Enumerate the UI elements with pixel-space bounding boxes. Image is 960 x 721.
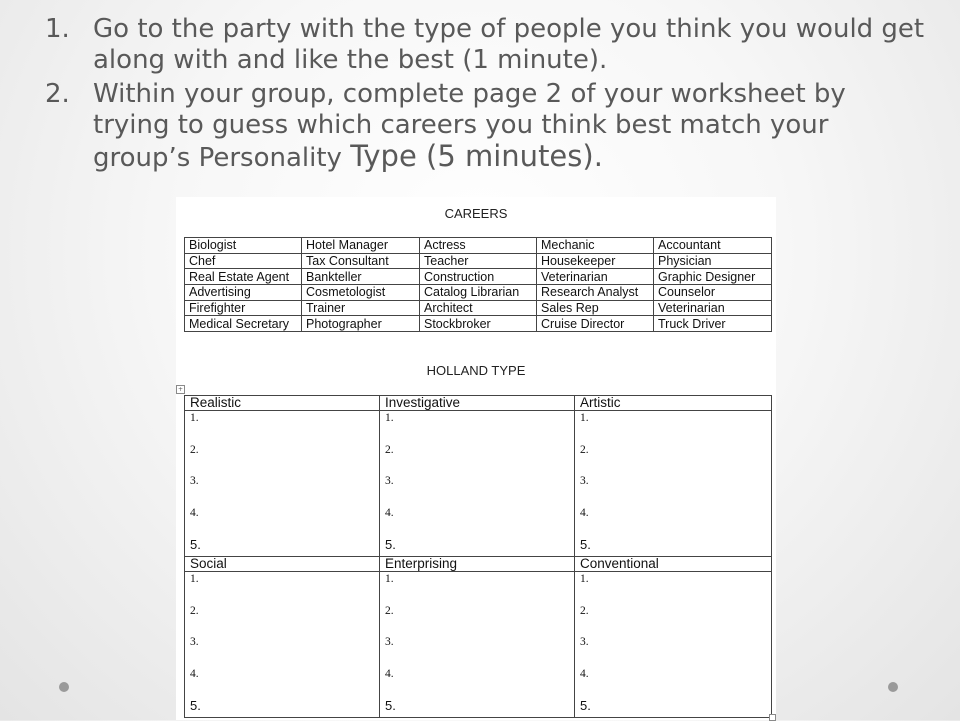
career-cell: Mechanic <box>537 238 654 254</box>
holland-type-header: Realistic <box>185 396 380 411</box>
instruction-text: Go to the party with the type of people you think you would get along with and like the best (1 minute). <box>93 14 925 75</box>
slot-label: 5. <box>190 698 201 713</box>
holland-type-heading: HOLLAND TYPE <box>426 363 526 378</box>
slot-label: 5. <box>385 698 396 713</box>
slot-label: 4. <box>580 667 589 680</box>
table-row <box>185 396 772 411</box>
answer-slots <box>380 411 575 557</box>
holland-type-header: Enterprising <box>380 557 575 572</box>
slot-label: 1. <box>190 573 199 585</box>
slot-label: 2. <box>580 604 589 617</box>
slot-label: 4. <box>190 667 199 680</box>
career-cell: Veterinarian <box>537 269 654 285</box>
career-cell: Photographer <box>302 316 420 332</box>
slot-label: 3. <box>385 475 394 487</box>
slot-label: 1. <box>580 412 589 424</box>
career-cell: Biologist <box>185 238 302 254</box>
holland-type-header: Social <box>185 557 380 572</box>
table-row <box>185 411 772 557</box>
slot-label: 4. <box>385 506 394 519</box>
career-cell: Bankteller <box>302 269 420 285</box>
table-row <box>185 557 772 572</box>
slot-label: 2. <box>190 443 199 456</box>
answer-slots <box>380 572 575 718</box>
slot-label: 3. <box>580 475 589 487</box>
holland-type-header: Artistic <box>575 396 772 411</box>
slot-label: 5. <box>580 537 591 552</box>
instruction-number: 2. <box>45 79 70 109</box>
career-cell: Construction <box>420 269 537 285</box>
table-row <box>185 269 772 285</box>
slot-label: 1. <box>385 573 394 585</box>
slot-label: 2. <box>385 604 394 617</box>
career-cell: Veterinarian <box>654 300 772 316</box>
career-cell: Cosmetologist <box>302 285 420 301</box>
career-cell: Graphic Designer <box>654 269 772 285</box>
career-cell: Physician <box>654 253 772 269</box>
slot-label: 1. <box>580 573 589 585</box>
careers-table <box>184 237 772 332</box>
slot-label: 1. <box>190 412 199 424</box>
career-cell: Housekeeper <box>537 253 654 269</box>
career-cell: Truck Driver <box>654 316 772 332</box>
slot-label: 2. <box>190 604 199 617</box>
answer-slots <box>575 411 772 557</box>
slot-label: 4. <box>190 506 199 519</box>
career-cell: Sales Rep <box>537 300 654 316</box>
careers-heading: CAREERS <box>444 206 508 221</box>
table-row <box>185 572 772 718</box>
slot-label: 3. <box>385 636 394 648</box>
table-row <box>185 238 772 254</box>
career-cell: Advertising <box>185 285 302 301</box>
slot-label: 5. <box>190 537 201 552</box>
slot-label: 3. <box>580 636 589 648</box>
career-cell: Actress <box>420 238 537 254</box>
career-cell: Counselor <box>654 285 772 301</box>
career-cell: Chef <box>185 253 302 269</box>
slot-label: 4. <box>580 506 589 519</box>
career-cell: Tax Consultant <box>302 253 420 269</box>
answer-slots <box>185 411 380 557</box>
career-cell: Real Estate Agent <box>185 269 302 285</box>
career-cell: Stockbroker <box>420 316 537 332</box>
answer-slots <box>185 572 380 718</box>
career-cell: Catalog Librarian <box>420 285 537 301</box>
slot-label: 2. <box>580 443 589 456</box>
answer-slots <box>575 572 772 718</box>
slot-label: 5. <box>385 537 396 552</box>
instruction-text: Within your group, complete page 2 of your worksheet by trying to guess which careers you think best match your group’s Personality <box>93 79 846 173</box>
instruction-item-1 <box>45 14 925 76</box>
slot-label: 3. <box>190 475 199 487</box>
instruction-text-large: Type (5 minutes). <box>350 139 603 173</box>
decorative-dot-icon <box>888 682 898 692</box>
instruction-number: 1. <box>45 14 70 44</box>
table-row <box>185 253 772 269</box>
worksheet-image <box>176 197 776 720</box>
career-cell: Research Analyst <box>537 285 654 301</box>
holland-type-table <box>184 395 772 718</box>
slot-label: 2. <box>385 443 394 456</box>
career-cell: Architect <box>420 300 537 316</box>
instruction-list <box>45 14 925 177</box>
career-cell: Accountant <box>654 238 772 254</box>
table-row <box>185 316 772 332</box>
table-row <box>185 285 772 301</box>
instruction-item-2 <box>45 79 925 174</box>
table-row <box>185 300 772 316</box>
slot-label: 3. <box>190 636 199 648</box>
career-cell: Teacher <box>420 253 537 269</box>
holland-type-header: Investigative <box>380 396 575 411</box>
table-anchor-icon: + <box>177 386 184 393</box>
decorative-dot-icon <box>59 682 69 692</box>
career-cell: Firefighter <box>185 300 302 316</box>
slot-label: 5. <box>580 698 591 713</box>
holland-type-header: Conventional <box>575 557 772 572</box>
career-cell: Trainer <box>302 300 420 316</box>
slot-label: 4. <box>385 667 394 680</box>
career-cell: Medical Secretary <box>185 316 302 332</box>
career-cell: Cruise Director <box>537 316 654 332</box>
slot-label: 1. <box>385 412 394 424</box>
career-cell: Hotel Manager <box>302 238 420 254</box>
